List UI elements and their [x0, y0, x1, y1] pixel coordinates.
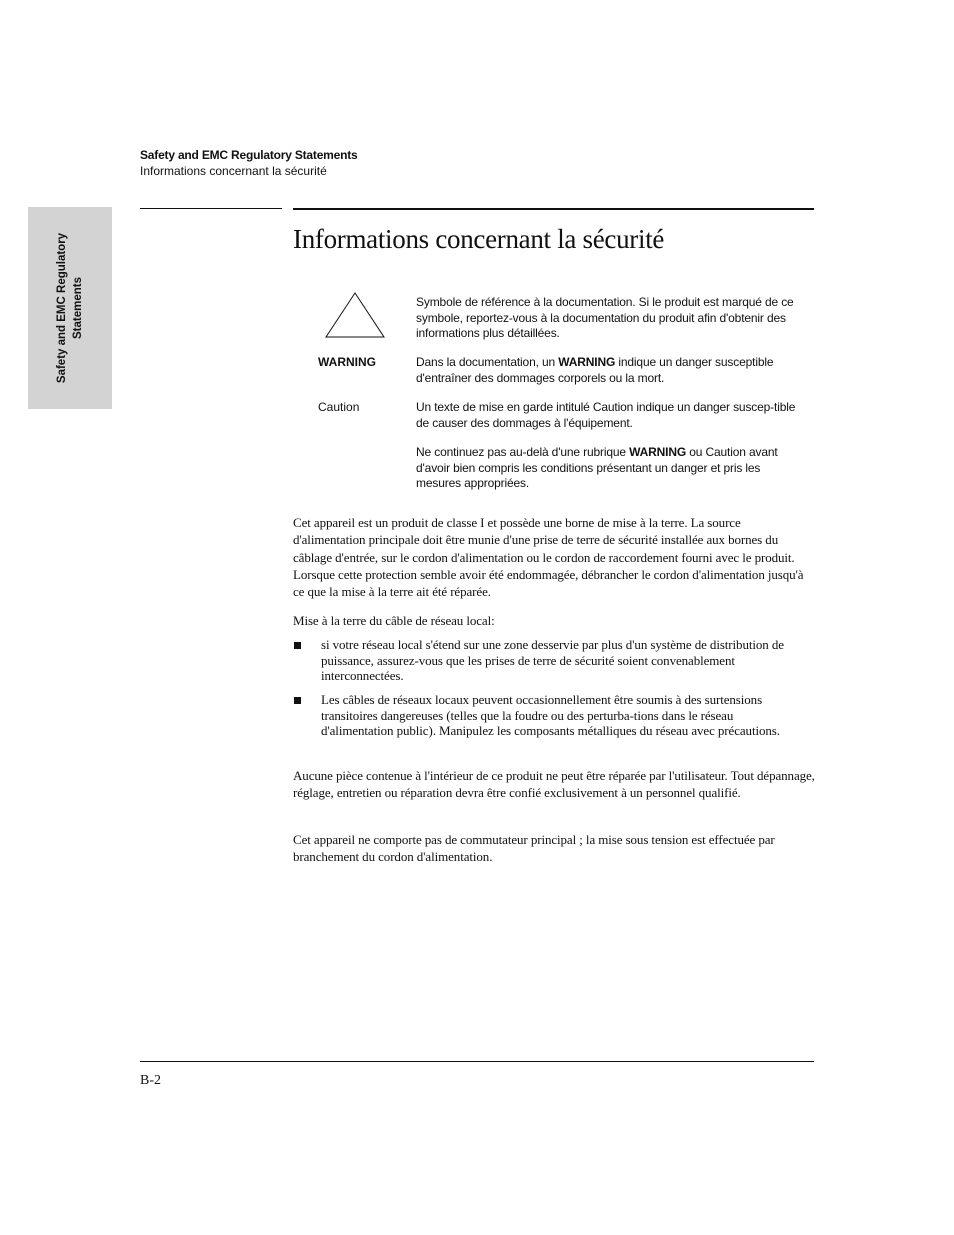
section-rule-main: [293, 208, 814, 210]
running-header-subtitle: Informations concernant la sécurité: [140, 164, 327, 178]
running-header-title: Safety and EMC Regulatory Statements: [140, 148, 358, 162]
note-warning-keyword: WARNING: [629, 445, 687, 459]
bullet-square-icon: [293, 695, 303, 705]
symbol-definition-text: Symbole de référence à la documentation. Si le produit est marqué de ce symbole, reportez-vous à la documentation du produit afin d'obtenir des informations plus détaillées.: [416, 295, 794, 340]
list-item: Les câbles de réseaux locaux peuvent occasionnellement être soumis à des surtensions transitoires dangereuses (telles que la foudre ou des perturba-tions dans le réseau d'alimentation public). Manipulez les composants métalliques du réseau avec précautions.: [321, 692, 780, 739]
grounding-paragraph: Cet appareil est un produit de classe I et possède une borne de mise à la terre. La source d'alimentation principale doit être munie d'une prise de terre de sécurité installée aux bornes du câblage d'entrée, sur le cordon d'alimentation ou le cordon de raccordement fourni avec le produit. Lorsque cette protection semble avoir été endommagée, débrancher le cordon d'alimentation jusqu'à ce que la mise à la terre ait été réparée.: [293, 515, 804, 600]
warning-definition-text: Dans la documentation, un WARNING indique un danger susceptible d'entraîner des dommages corporels ou la mort.: [416, 355, 774, 385]
warning-triangle-icon: [325, 292, 385, 338]
list-item: si votre réseau local s'étend sur une zone desservie par plus d'un système de distribution de puissance, assurez-vous que les prises de terre de sécurité soient convenablement interconnectées.: [321, 637, 784, 684]
bullet-square-icon: [293, 640, 303, 650]
chapter-side-tab: [28, 207, 112, 409]
warning-label: WARNING: [318, 355, 376, 369]
warning-keyword: WARNING: [558, 355, 616, 369]
page-title: Informations concernant la sécurité: [293, 224, 665, 254]
side-tab-line-2: Statements: [72, 277, 84, 339]
page-number: B-2: [140, 1073, 161, 1088]
footer-rule: [140, 1061, 814, 1062]
chapter-side-tab-label: [54, 208, 86, 408]
warning-caution-note: Ne continuez pas au-delà d'une rubrique WARNING ou Caution avant d'avoir bien compris les conditions présentant un danger et pris les mesures appropriées.: [416, 445, 778, 490]
caution-definition-text: Un texte de mise en garde intitulé Caution indique un danger suscep-tible de causer des dommages à l'équipement.: [416, 400, 796, 430]
side-tab-line-1: Safety and EMC Regulatory: [56, 232, 68, 384]
no-main-switch-paragraph: Cet appareil ne comporte pas de commutateur principal ; la mise sous tension est effectuée par branchement du cordon d'alimentation.: [293, 832, 775, 865]
lan-grounding-intro: Mise à la terre du câble de réseau local:: [293, 613, 495, 628]
caution-label: Caution: [318, 400, 360, 414]
section-rule-left: [140, 208, 282, 209]
no-user-serviceable-paragraph: Aucune pièce contenue à l'intérieur de ce produit ne peut être réparée par l'utilisateur. Tout dépannage, réglage, entretien ou réparation devra être confié exclusivement à un personnel qualifié.: [293, 768, 815, 801]
